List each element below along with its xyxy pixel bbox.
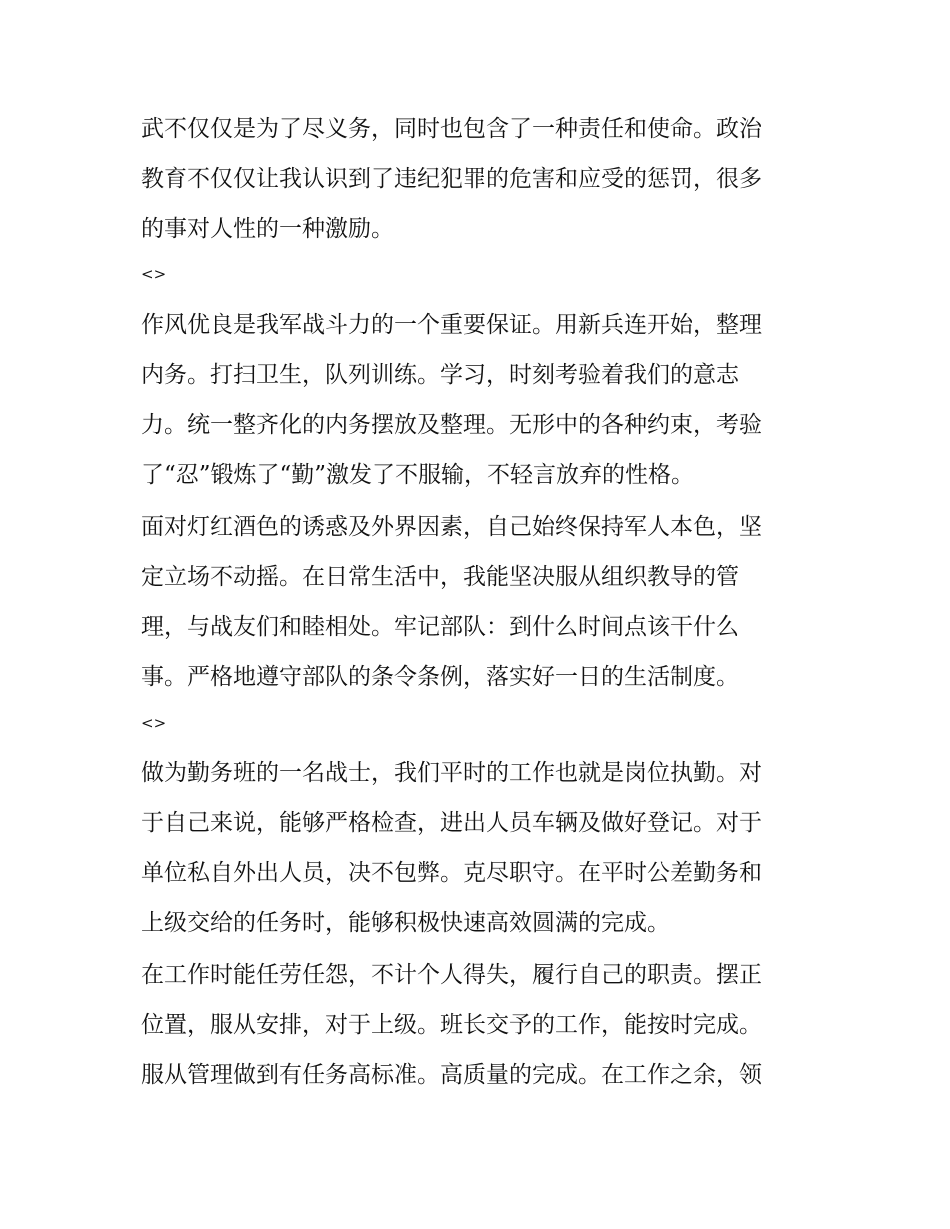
paragraph-4-line-3: 单位私自外出人员，决不包弊。克尽职守。在平时公差勤务和 [141, 860, 762, 886]
paragraph-1-line-3: 的事对人性的一种激励。 [141, 216, 394, 242]
paragraph-2-line-4: 了“忍”锻炼了“勤”激发了不服输，不轻言放弃的性格。 [141, 462, 695, 488]
paragraph-2-line-2: 内务。打扫卫生，队列训练。学习，时刻考验着我们的意志 [141, 362, 739, 388]
paragraph-3-line-1: 面对灯红酒色的诱惑及外界因素，自己始终保持军人本色，坚 [141, 514, 762, 540]
section-separator: <> [141, 714, 167, 732]
paragraph-4-line-2: 于自己来说，能够严格检查，进出人员车辆及做好登记。对于 [141, 810, 762, 836]
paragraph-1-line-2: 教育不仅仅让我认识到了违纪犯罪的危害和应受的惩罚，很多 [141, 166, 762, 192]
paragraph-3-line-2: 定立场不动摇。在日常生活中，我能坚决服从组织教导的管 [141, 564, 739, 590]
paragraph-5-line-3: 服从管理做到有任务高标准。高质量的完成。在工作之余，领 [141, 1062, 762, 1088]
paragraph-3-line-4: 事。严格地遵守部队的条令条例，落实好一日的生活制度。 [141, 664, 739, 690]
paragraph-5-line-2: 位置，服从安排，对于上级。班长交予的工作，能按时完成。 [141, 1012, 762, 1038]
paragraph-3-line-3: 理，与战友们和睦相处。牢记部队：到什么时间点该干什么 [141, 614, 739, 640]
paragraph-1-line-1: 武不仅仅是为了尽义务，同时也包含了一种责任和使命。政治 [141, 116, 762, 142]
paragraph-4-line-4: 上级交给的任务时，能够积极快速高效圆满的完成。 [141, 910, 670, 936]
paragraph-4-line-1: 做为勤务班的一名战士，我们平时的工作也就是岗位执勤。对 [141, 760, 762, 786]
paragraph-2-line-1: 作风优良是我军战斗力的一个重要保证。用新兵连开始，整理 [141, 312, 762, 338]
section-separator: <> [141, 265, 167, 283]
paragraph-2-line-3: 力。统一整齐化的内务摆放及整理。无形中的各种约束，考验 [141, 412, 762, 438]
paragraph-5-line-1: 在工作时能任劳任怨，不计个人得失，履行自己的职责。摆正 [141, 962, 762, 988]
